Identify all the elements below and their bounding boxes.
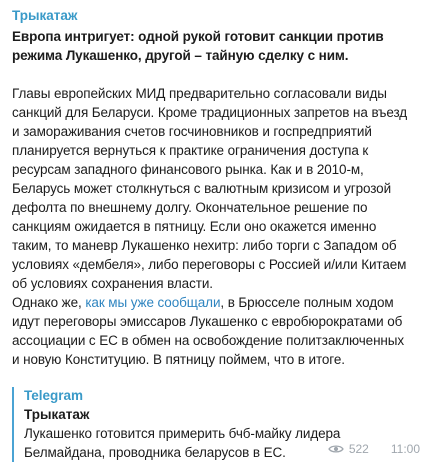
- channel-name[interactable]: Трыкатаж: [12, 8, 78, 23]
- body-line: и новую Конституцию. В пятницу поймем, что в итоге.: [12, 352, 345, 367]
- body-line: санкциям ожидается в пятницу. Если оно окажется именно: [12, 219, 377, 234]
- body-line: ресурсам западного финансового рынка. Как и в 2010-м,: [12, 162, 364, 177]
- inline-link[interactable]: как мы уже сообщали: [85, 295, 221, 310]
- preview-description-line: Лукашенко готовится примерить бчб-майку лидера: [24, 426, 341, 441]
- body-line: Беларусь может столкнуться с валютным кризисом и угрозой: [12, 181, 392, 196]
- body-line: идут переговоры эмиссаров Лукашенко с евробюрократами об: [12, 314, 403, 329]
- preview-description-line: Белмайдана, проводника беларусов в ЕС.: [24, 445, 286, 460]
- preview-site-name: Telegram: [24, 388, 84, 403]
- body-line: дефолта по внешнему долгу. Окончательное решение по: [12, 200, 368, 215]
- headline-line: режима Лукашенко, другой – тайную сделку с ним.: [12, 48, 349, 63]
- body-line: санкций для Беларуси. Кроме традиционных запретов на въезд: [12, 105, 408, 120]
- post-body: [12, 84, 418, 369]
- body-line: планируется вернуться к практике ограничения доступа к: [12, 143, 369, 158]
- post-headline: [12, 27, 418, 65]
- headline-line: Европа интригует: одной рукой готовит санкции против: [12, 29, 384, 44]
- body-line: таким, то маневр Лукашенко нехитр: либо торги с Западом об: [12, 238, 397, 253]
- body-text-prefix: Однако же,: [12, 295, 86, 310]
- preview-title: Трыкатаж: [24, 407, 90, 422]
- body-line: Главы европейских МИД предварительно согласовали виды: [12, 86, 387, 101]
- message-meta: [328, 442, 420, 456]
- message-time: 11:00: [390, 442, 420, 456]
- body-line: об условиях сохранения власти.: [12, 276, 213, 291]
- view-count: 522: [348, 442, 369, 456]
- eye-icon: [328, 444, 344, 454]
- body-line: ассоциации с ЕС в обмен на освобождение политзаключенных: [12, 333, 405, 348]
- body-text-suffix: , в Брюсселе полным ходом: [220, 295, 394, 310]
- body-line: условиях «дембеля», либо переговоры с Россией и/или Китаем: [12, 257, 407, 272]
- body-line: и замораживания счетов госчиновников и госпредприятий: [12, 124, 372, 139]
- body-line-with-link: [12, 293, 418, 312]
